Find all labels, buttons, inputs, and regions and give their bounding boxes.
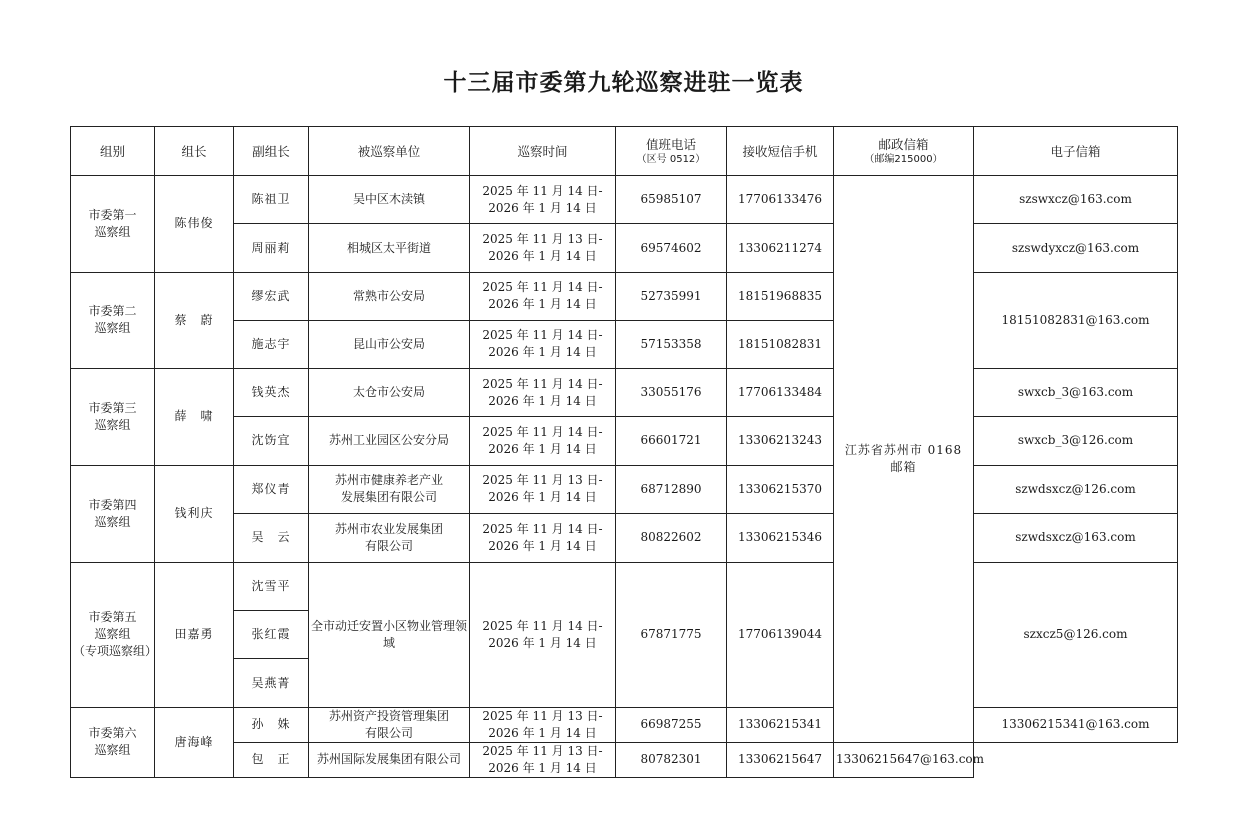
phone-cell: 33055176 <box>616 369 727 417</box>
table-row <box>71 224 1178 272</box>
header-phone <box>616 127 727 176</box>
group-leader: 钱利庆 <box>155 465 234 562</box>
deputy-cell: 施志宇 <box>234 320 309 368</box>
table-row <box>71 707 1178 742</box>
deputy-cell: 包 正 <box>234 742 309 777</box>
deputy-cell: 郑仪青 <box>234 465 309 513</box>
header-phone-label: 值班电话 <box>645 137 696 153</box>
group-name: 市委第三 巡察组 <box>71 369 155 465</box>
table-row <box>71 562 1178 610</box>
mobile-cell: 17706139044 <box>727 562 834 707</box>
table-row <box>71 417 1178 465</box>
group-name: 市委第六 巡察组 <box>71 707 155 777</box>
unit-cell: 苏州资产投资管理集团 有限公司 <box>309 707 470 742</box>
table-row <box>71 742 1178 777</box>
table-row <box>71 272 1178 320</box>
mobile-cell: 13306213243 <box>727 417 834 465</box>
deputy-cell: 缪宏武 <box>234 272 309 320</box>
group-leader: 田嘉勇 <box>155 562 234 707</box>
email-cell: 13306215341@163.com <box>974 707 1178 742</box>
header-phone-sub: （区号 0512） <box>636 154 706 166</box>
header-leader: 组长 <box>155 127 234 176</box>
deputy-cell: 孙 姝 <box>234 707 309 742</box>
header-mobile: 接收短信手机 <box>727 127 834 176</box>
header-row <box>71 127 1178 176</box>
group-name: 市委第二 巡察组 <box>71 272 155 368</box>
mobile-cell: 17706133476 <box>727 176 834 224</box>
email-cell: szxcz5@126.com <box>974 562 1178 707</box>
mobile-cell: 13306215647 <box>727 742 834 777</box>
mobile-cell: 18151968835 <box>727 272 834 320</box>
unit-cell: 苏州工业园区公安分局 <box>309 417 470 465</box>
deputy-cell: 沈雪平 <box>234 562 309 610</box>
deputy-cell: 张红霞 <box>234 611 309 659</box>
inspection-table <box>70 126 1178 778</box>
unit-cell: 全市动迁安置小区物业管理领域 <box>309 562 470 707</box>
mobile-cell: 17706133484 <box>727 369 834 417</box>
deputy-cell: 吴 云 <box>234 513 309 562</box>
mailbox-cell: 江苏省苏州市 0168 邮箱 <box>834 176 974 743</box>
time-cell: 2025 年 11 月 14 日- 2026 年 1 月 14 日 <box>470 176 616 224</box>
header-mail <box>834 127 974 176</box>
phone-cell: 66987255 <box>616 707 727 742</box>
group-leader: 薛 啸 <box>155 369 234 465</box>
table-row <box>71 369 1178 417</box>
unit-cell: 苏州国际发展集团有限公司 <box>309 742 470 777</box>
unit-cell: 常熟市公安局 <box>309 272 470 320</box>
page-title: 十三届市委第九轮巡察进驻一览表 <box>443 69 804 96</box>
unit-cell: 昆山市公安局 <box>309 320 470 368</box>
time-cell: 2025 年 11 月 14 日- 2026 年 1 月 14 日 <box>470 320 616 368</box>
group-name: 市委第四 巡察组 <box>71 465 155 562</box>
time-cell: 2025 年 11 月 14 日- 2026 年 1 月 14 日 <box>470 513 616 562</box>
mobile-cell: 13306215341 <box>727 707 834 742</box>
time-cell: 2025 年 11 月 14 日- 2026 年 1 月 14 日 <box>470 562 616 707</box>
unit-cell: 相城区太平街道 <box>309 224 470 272</box>
header-unit: 被巡察单位 <box>309 127 470 176</box>
time-cell: 2025 年 11 月 13 日- 2026 年 1 月 14 日 <box>470 707 616 742</box>
table-row <box>71 513 1178 562</box>
deputy-cell: 周丽莉 <box>234 224 309 272</box>
unit-cell: 苏州市农业发展集团 有限公司 <box>309 513 470 562</box>
phone-cell: 52735991 <box>616 272 727 320</box>
group-name: 市委第五 巡察组 （专项巡察组） <box>71 562 155 707</box>
header-group: 组别 <box>71 127 155 176</box>
deputy-cell: 陈祖卫 <box>234 176 309 224</box>
unit-cell: 苏州市健康养老产业 发展集团有限公司 <box>309 465 470 513</box>
unit-cell: 太仓市公安局 <box>309 369 470 417</box>
mobile-cell: 13306215346 <box>727 513 834 562</box>
phone-cell: 67871775 <box>616 562 727 707</box>
email-cell: szwdsxcz@126.com <box>974 465 1178 513</box>
table-row <box>71 176 1178 224</box>
header-deputy: 副组长 <box>234 127 309 176</box>
time-cell: 2025 年 11 月 13 日- 2026 年 1 月 14 日 <box>470 465 616 513</box>
time-cell: 2025 年 11 月 13 日- 2026 年 1 月 14 日 <box>470 742 616 777</box>
phone-cell: 69574602 <box>616 224 727 272</box>
unit-cell: 吴中区木渎镇 <box>309 176 470 224</box>
mobile-cell: 18151082831 <box>727 320 834 368</box>
phone-cell: 66601721 <box>616 417 727 465</box>
deputy-cell: 沈饬宜 <box>234 417 309 465</box>
time-cell: 2025 年 11 月 14 日- 2026 年 1 月 14 日 <box>470 272 616 320</box>
mobile-cell: 13306215370 <box>727 465 834 513</box>
time-cell: 2025 年 11 月 13 日- 2026 年 1 月 14 日 <box>470 224 616 272</box>
email-cell: swxcb_3@126.com <box>974 417 1178 465</box>
email-cell: szswxcz@163.com <box>974 176 1178 224</box>
email-cell: swxcb_3@163.com <box>974 369 1178 417</box>
phone-cell: 57153358 <box>616 320 727 368</box>
phone-cell: 65985107 <box>616 176 727 224</box>
group-name: 市委第一 巡察组 <box>71 176 155 272</box>
phone-cell: 80782301 <box>616 742 727 777</box>
header-email: 电子信箱 <box>974 127 1178 176</box>
deputy-cell: 钱英杰 <box>234 369 309 417</box>
group-leader: 陈伟俊 <box>155 176 234 272</box>
deputy-cell: 吴燕菁 <box>234 659 309 707</box>
header-mail-label: 邮政信箱 <box>878 137 929 153</box>
email-cell: 18151082831@163.com <box>974 272 1178 368</box>
group-leader: 蔡 蔚 <box>155 272 234 368</box>
email-cell: szswdyxcz@163.com <box>974 224 1178 272</box>
mobile-cell: 13306211274 <box>727 224 834 272</box>
header-time: 巡察时间 <box>470 127 616 176</box>
email-cell: szwdsxcz@163.com <box>974 513 1178 562</box>
time-cell: 2025 年 11 月 14 日- 2026 年 1 月 14 日 <box>470 417 616 465</box>
header-mail-sub: （邮编215000） <box>864 154 943 166</box>
table-row <box>71 465 1178 513</box>
phone-cell: 68712890 <box>616 465 727 513</box>
phone-cell: 80822602 <box>616 513 727 562</box>
group-leader: 唐海峰 <box>155 707 234 777</box>
email-cell: 13306215647@163.com <box>834 742 974 777</box>
time-cell: 2025 年 11 月 14 日- 2026 年 1 月 14 日 <box>470 369 616 417</box>
